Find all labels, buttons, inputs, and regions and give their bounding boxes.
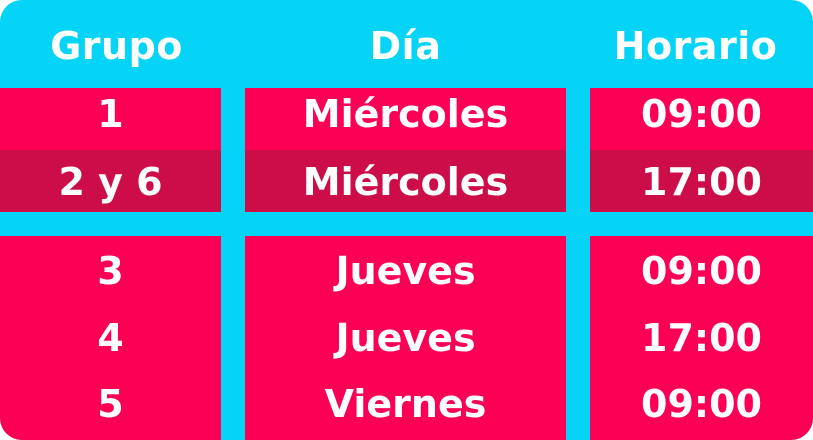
section-1-time-column <box>590 88 813 212</box>
group-cell: 3 <box>97 249 124 293</box>
time-cell: 09:00 <box>641 382 762 426</box>
section-2-time-column <box>590 236 813 440</box>
section-2-day-column <box>245 236 566 440</box>
group-cell: 1 <box>97 92 124 136</box>
header-group: Grupo <box>50 24 183 68</box>
time-cell: 17:00 <box>641 160 762 204</box>
group-cell: 4 <box>97 316 124 360</box>
day-cell: Miércoles <box>302 160 509 204</box>
day-cell: Miércoles <box>302 92 509 136</box>
time-cell: 17:00 <box>641 316 762 360</box>
group-cell: 5 <box>97 382 124 426</box>
day-cell: Viernes <box>324 382 487 426</box>
section-1-day-column <box>245 88 566 212</box>
section-1-group-column <box>0 88 221 212</box>
time-cell: 09:00 <box>641 249 762 293</box>
header-time: Horario <box>613 24 778 68</box>
section-2-group-column <box>0 236 221 440</box>
group-cell: 2 y 6 <box>58 160 163 204</box>
header-day: Día <box>369 24 442 68</box>
day-cell: Jueves <box>335 316 476 360</box>
day-cell: Jueves <box>335 249 476 293</box>
time-cell: 09:00 <box>641 92 762 136</box>
